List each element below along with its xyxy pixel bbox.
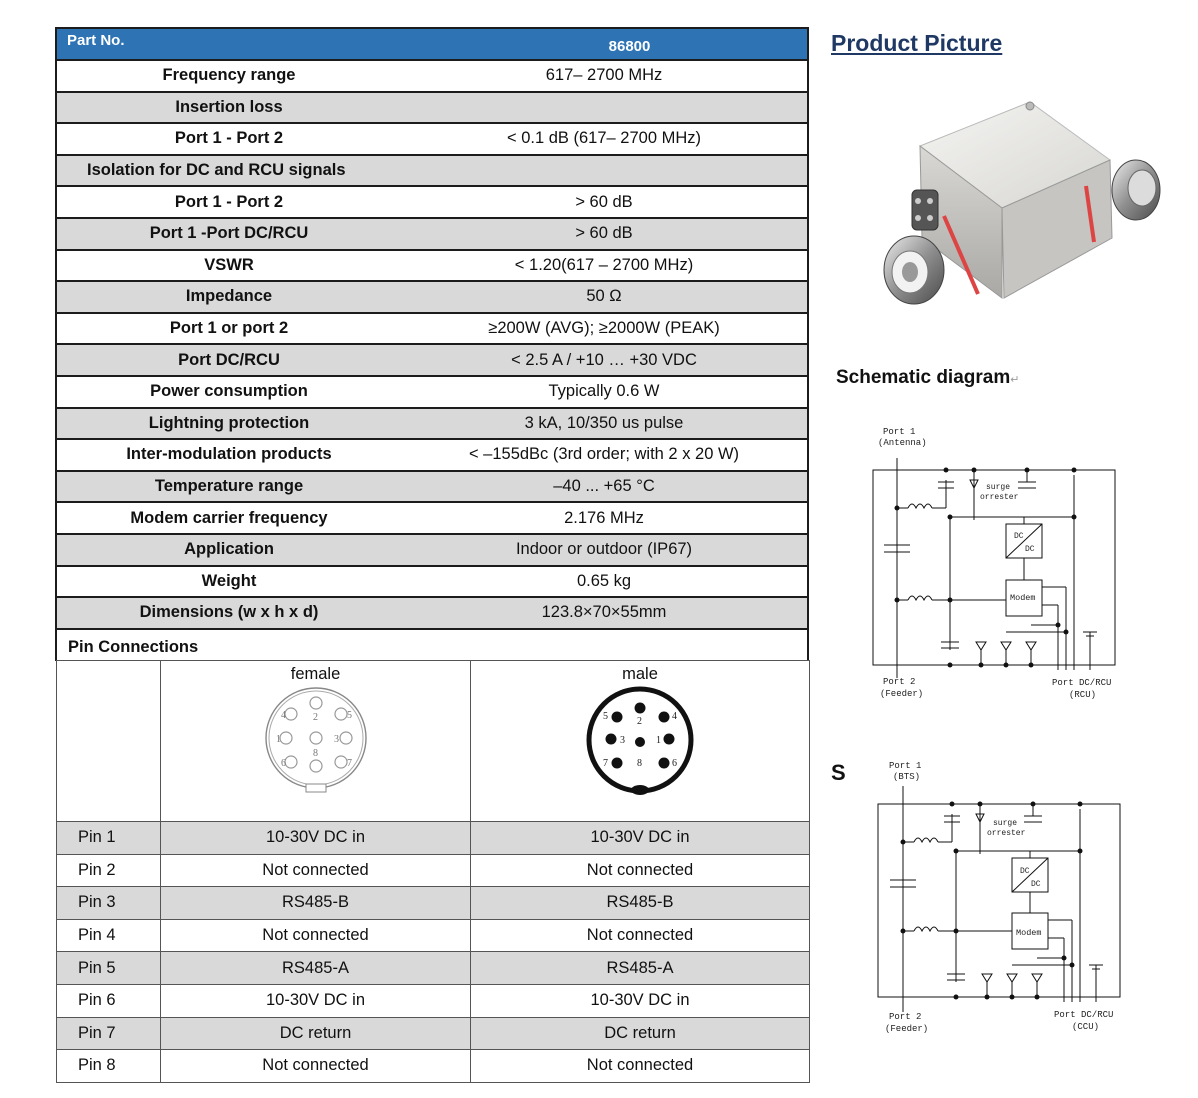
spec-label: Port 1 or port 2 [169, 319, 289, 338]
pin-female-function: DC return [161, 1017, 471, 1050]
sch1-modem: Modem [1010, 593, 1036, 603]
spec-value: ≥200W (AVG); ≥2000W (PEAK) [488, 319, 720, 338]
product-picture-title: Product Picture [831, 30, 1003, 56]
pin-row [57, 822, 810, 855]
svg-text:2: 2 [312, 712, 318, 723]
female-connector-cell [161, 661, 471, 822]
sch1-surge: surge [986, 483, 1011, 492]
spec-row [55, 440, 809, 472]
schematic-diagram-2 [872, 756, 1132, 1041]
svg-text:4: 4 [672, 711, 677, 722]
spec-row [55, 61, 809, 93]
svg-text:5: 5 [603, 711, 608, 722]
pin-connections-heading: Pin Connections [55, 630, 809, 661]
svg-text:8: 8 [637, 758, 642, 769]
spec-value: 2.176 MHz [564, 508, 644, 527]
spec-value: 50 Ω [586, 287, 622, 306]
pin-female-function: Not connected [161, 854, 471, 887]
spec-label: Inter-modulation products [126, 445, 332, 464]
pin-female-function: 10-30V DC in [161, 822, 471, 855]
spec-row [55, 598, 809, 630]
pin-male-function: RS485-A [471, 952, 810, 985]
sch1-orrester: orrester [980, 493, 1019, 502]
pin-number: Pin 2 [57, 854, 161, 887]
schematic-diagram-1 [868, 420, 1128, 705]
sch1-dc-top: DC [1014, 532, 1024, 541]
pin-row [57, 952, 810, 985]
spec-value: < 0.1 dB (617– 2700 MHz) [507, 129, 701, 148]
spec-value: 0.65 kg [576, 571, 632, 590]
spec-label: Impedance [185, 287, 273, 306]
sch2-port2-sub: (Feeder) [885, 1024, 929, 1034]
pin-table [56, 660, 810, 1083]
sch2-dc-top: DC [1020, 867, 1030, 876]
spec-label: Power consumption [150, 382, 308, 401]
spec-label: Port DC/RCU [178, 350, 280, 369]
sch2-port-rcu: Port DC/RCU [1054, 1010, 1114, 1020]
male-connector-icon [584, 686, 696, 798]
spec-value: –40 ... +65 °C [553, 477, 655, 496]
product-photo [880, 98, 1170, 330]
svg-text:7: 7 [603, 758, 608, 769]
spec-row [55, 187, 809, 219]
pin-female-function: Not connected [161, 919, 471, 952]
pin-male-function: DC return [471, 1017, 810, 1050]
spec-value: < 1.20(617 – 2700 MHz) [514, 255, 694, 274]
spec-label: VSWR [204, 255, 254, 274]
svg-text:2: 2 [637, 716, 642, 727]
spec-label: Dimensions (w x h x d) [139, 603, 319, 622]
schematic-title-text: Schematic diagram [836, 367, 1011, 388]
pin-number: Pin 7 [57, 1017, 161, 1050]
spec-label: Isolation for DC and RCU signals [87, 161, 346, 180]
spec-table [55, 27, 809, 661]
pin-number: Pin 5 [57, 952, 161, 985]
pin-number: Pin 3 [57, 887, 161, 920]
svg-text:6: 6 [280, 758, 286, 769]
connector-empty-cell [57, 661, 161, 822]
part-no-value: 86800 [608, 38, 651, 55]
svg-text:1: 1 [275, 734, 281, 745]
pin-row [57, 1050, 810, 1083]
sch1-port-rcu-sub: (RCU) [1069, 690, 1097, 700]
female-label: female [290, 665, 341, 683]
sch2-port1-sub: (BTS) [893, 772, 921, 782]
spec-row [55, 156, 809, 188]
sch2-port1: Port 1 [889, 761, 922, 771]
svg-text:7: 7 [346, 758, 352, 769]
pin-male-function: 10-30V DC in [471, 984, 810, 1017]
spec-value: < 2.5 A / +10 … +30 VDC [511, 350, 697, 369]
spec-row [55, 219, 809, 251]
spec-label: Frequency range [162, 66, 296, 85]
spec-value: > 60 dB [575, 192, 633, 211]
spec-value: 3 kA, 10/350 us pulse [524, 413, 684, 432]
pin-female-function: RS485-B [161, 887, 471, 920]
spec-value: Indoor or outdoor (IP67) [515, 540, 693, 559]
spec-label: Modem carrier frequency [130, 508, 328, 527]
pin-number: Pin 6 [57, 984, 161, 1017]
spec-row [55, 472, 809, 504]
pin-male-function: RS485-B [471, 887, 810, 920]
svg-text:4: 4 [280, 710, 286, 721]
spec-row [55, 314, 809, 346]
pin-male-function: Not connected [471, 854, 810, 887]
sch2-port2: Port 2 [889, 1012, 922, 1022]
spec-row [55, 282, 809, 314]
sch2-modem: Modem [1016, 928, 1042, 938]
spec-row [55, 409, 809, 441]
female-connector-icon [261, 686, 371, 796]
part-no-label: Part No. [67, 32, 125, 49]
spec-row [55, 124, 809, 156]
pin-female-function: 10-30V DC in [161, 984, 471, 1017]
spec-value: > 60 dB [575, 224, 633, 243]
sch2-port-rcu-sub: (CCU) [1072, 1022, 1100, 1032]
pin-male-function: 10-30V DC in [471, 822, 810, 855]
pin-number: Pin 1 [57, 822, 161, 855]
schematic-title: Schematic diagram↵ [836, 367, 1020, 388]
spec-row [55, 93, 809, 125]
pin-number: Pin 4 [57, 919, 161, 952]
spec-row [55, 377, 809, 409]
connector-row [57, 661, 810, 822]
spec-row [55, 567, 809, 599]
pin-row [57, 919, 810, 952]
spec-label: Temperature range [154, 477, 304, 496]
spec-value: 123.8×70×55mm [541, 603, 667, 622]
pin-female-function: RS485-A [161, 952, 471, 985]
svg-text:3: 3 [333, 734, 339, 745]
sch1-port2-sub: (Feeder) [880, 689, 924, 699]
spec-row [55, 345, 809, 377]
pin-male-function: Not connected [471, 1050, 810, 1083]
sch1-port-rcu: Port DC/RCU [1052, 678, 1112, 688]
sch1-port1-sub: (Antenna) [878, 438, 927, 448]
pin-row [57, 854, 810, 887]
spec-label: Port 1 - Port 2 [174, 192, 284, 211]
pin-row [57, 887, 810, 920]
sch1-port2: Port 2 [883, 677, 916, 687]
sch1-dc-bottom: DC [1025, 545, 1035, 554]
spec-label: Port 1 - Port 2 [174, 129, 284, 148]
sch2-orrester: orrester [987, 829, 1026, 838]
sch2-dc-bottom: DC [1031, 880, 1041, 889]
spec-label: Application [184, 540, 274, 559]
spec-row [55, 535, 809, 567]
spec-label: Lightning protection [148, 413, 310, 432]
male-label: male [622, 665, 658, 683]
spec-label: Port 1 -Port DC/RCU [149, 224, 309, 243]
svg-text:1: 1 [656, 735, 661, 746]
svg-text:5: 5 [346, 710, 352, 721]
svg-text:8: 8 [312, 748, 318, 759]
spec-value: < –155dBc (3rd order; with 2 x 20 W) [468, 445, 740, 464]
svg-text:3: 3 [620, 735, 625, 746]
s-letter: S [831, 760, 846, 785]
spec-header [55, 27, 809, 61]
spec-value: 617– 2700 MHz [545, 66, 663, 85]
spec-label: Insertion loss [175, 97, 283, 116]
svg-text:6: 6 [672, 758, 677, 769]
pin-female-function: Not connected [161, 1050, 471, 1083]
male-connector-cell [471, 661, 810, 822]
pin-row [57, 984, 810, 1017]
pin-number: Pin 8 [57, 1050, 161, 1083]
sch1-port1: Port 1 [883, 427, 916, 437]
pin-male-function: Not connected [471, 919, 810, 952]
pin-row [57, 1017, 810, 1050]
spec-row [55, 503, 809, 535]
spec-label: Weight [201, 571, 257, 590]
spec-value: Typically 0.6 W [548, 382, 660, 401]
sch2-surge: surge [993, 819, 1018, 828]
spec-row [55, 251, 809, 283]
